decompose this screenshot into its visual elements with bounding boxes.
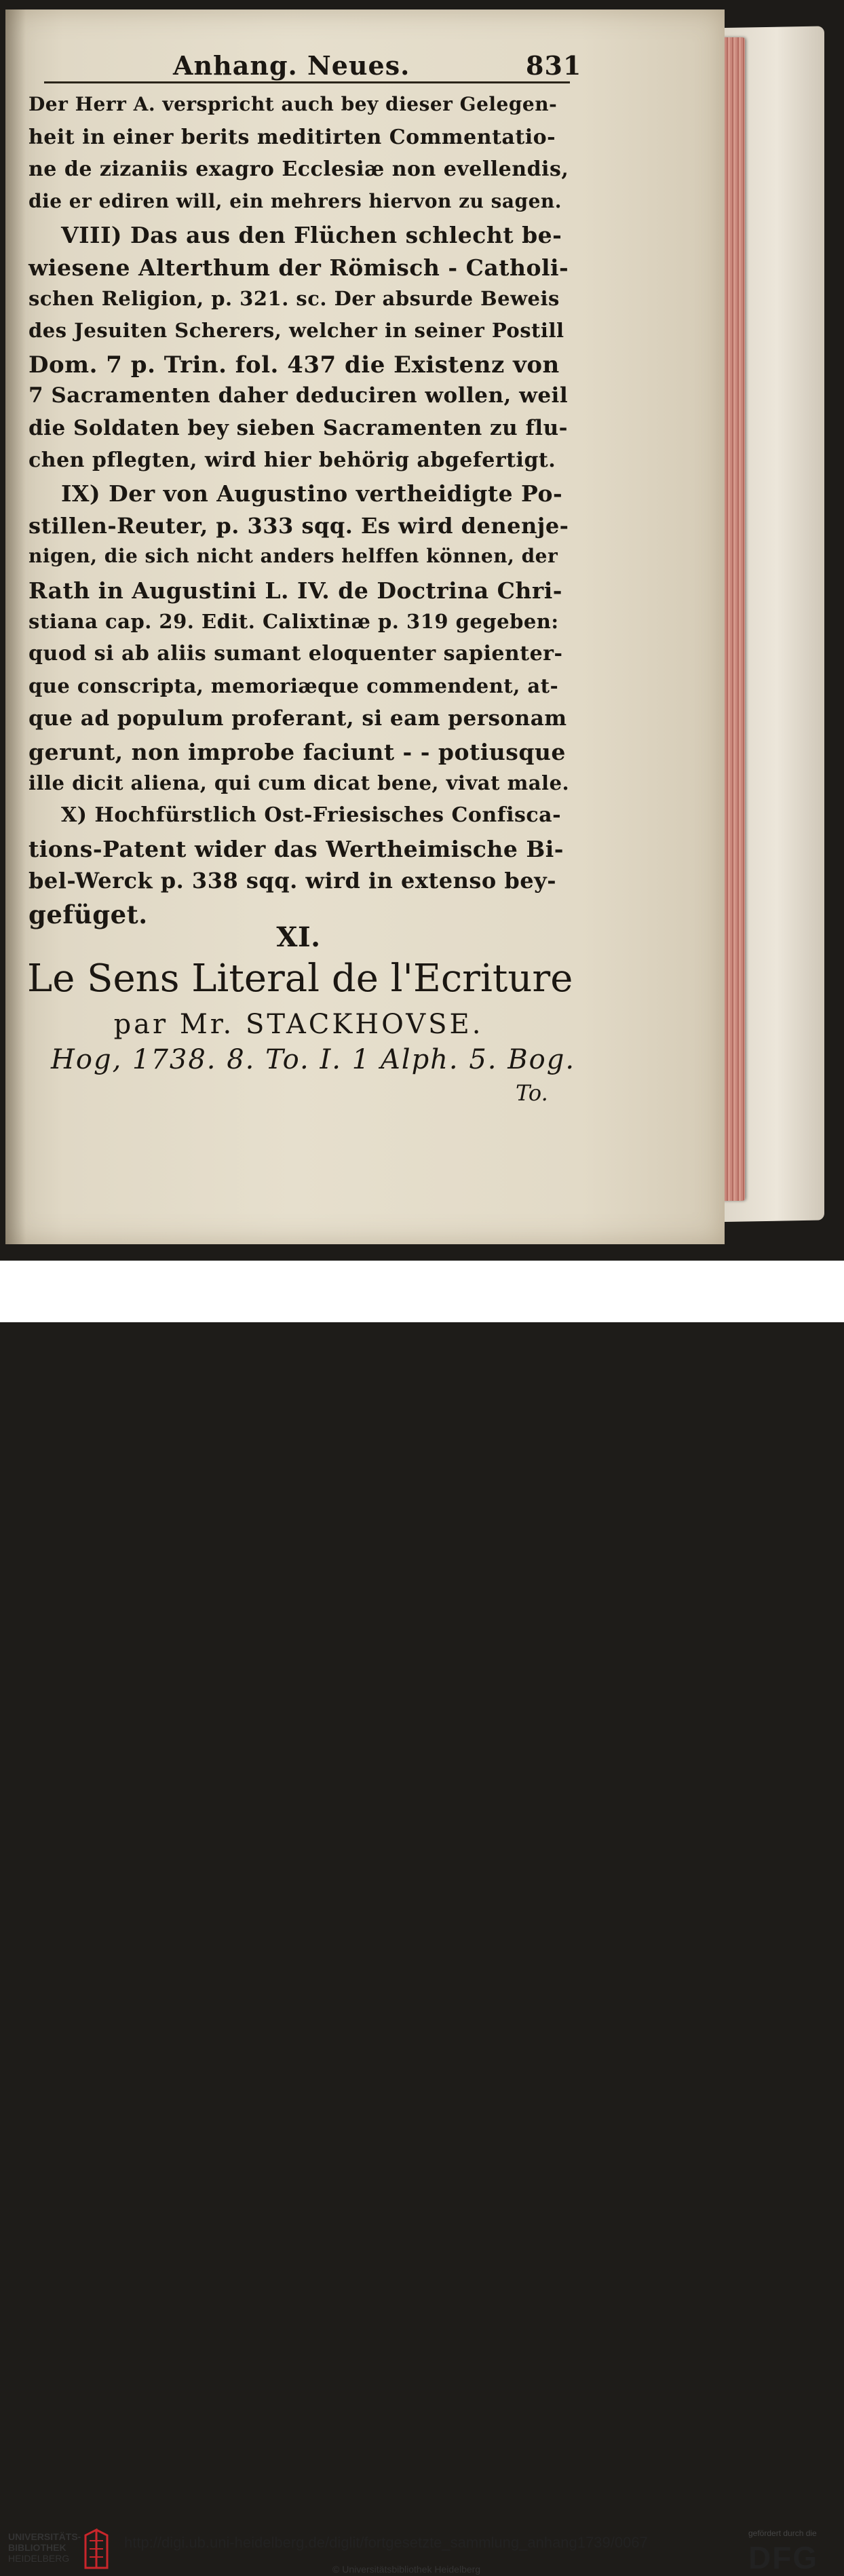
text-line: die Soldaten bey sieben Sacramenten zu flu-: [28, 416, 568, 440]
text-line: gefüget.: [28, 900, 148, 929]
text-line: Der Herr A. verspricht auch bey dieser Gelegen-: [28, 93, 558, 115]
running-title: Anhang. Neues.: [173, 50, 410, 81]
permalink-url[interactable]: http://digi.ub.uni-heidelberg.de/diglit/fortgesetzte_sammlung_anhang1739/0067: [124, 2534, 648, 2551]
text-line: nigen, die sich nicht anders helffen können, der: [28, 545, 558, 568]
text-line: ne de zizaniis exagro Ecclesiæ non evellendis,: [28, 157, 569, 182]
text-line: stiana cap. 29. Edit. Calixtinæ p. 319 gegeben:: [28, 609, 559, 633]
viewer-footer: [0, 1261, 844, 2575]
library-name-line3: HEIDELBERG: [8, 2553, 70, 2564]
text-line: ille dicit aliena, qui cum dicat bene, vivat male.: [28, 771, 570, 794]
text-line: Dom. 7 p. Trin. fol. 437 die Existenz von: [28, 351, 560, 379]
catchword: To.: [516, 1080, 548, 1106]
text-line: Rath in Augustini L. IV. de Doctrina Chri-: [28, 577, 562, 604]
text-line: schen Religion, p. 321. sc. Der absurde Beweis: [28, 286, 560, 310]
copyright-notice: © Universitätsbibliothek Heidelberg: [332, 2564, 481, 2575]
dfg-logo: DFG: [748, 2540, 819, 2575]
text-line: X) Hochfürstlich Ost-Friesisches Confisca-: [61, 803, 562, 828]
section-author: par Mr. STACKHOVSE.: [113, 1009, 484, 1040]
text-line: que ad populum proferant, si eam personam: [28, 706, 567, 731]
library-logo-icon: [81, 2529, 111, 2571]
text-line: chen pflegten, wird hier behörig abgefertigt.: [28, 448, 556, 472]
text-line: bel-Werck p. 338 sqq. wird in extenso bey-: [28, 868, 556, 894]
text-line: IX) Der von Augustino vertheidigte Po-: [61, 480, 563, 507]
text-line: wiesene Alterthum der Römisch - Catholi-: [28, 254, 569, 281]
section-number: XI.: [276, 921, 321, 953]
text-line: quod si ab aliis sumant eloquenter sapienter-: [28, 642, 563, 666]
funding-note: gefördert durch die: [748, 2529, 817, 2538]
text-line: des Jesuiten Scherers, welcher in seiner Postill: [28, 319, 564, 343]
library-name-line2: BIBLIOTHEK: [8, 2542, 66, 2553]
section-imprint: Hog, 1738. 8. To. I. 1 Alph. 5. Bog.: [51, 1044, 576, 1075]
text-line: que conscripta, memoriæque commendent, at-: [28, 674, 559, 697]
scan-image: [0, 0, 844, 1261]
section-title: Le Sens Literal de l'Ecriture: [27, 957, 573, 1001]
library-name-line1: UNIVERSITÄTS-: [8, 2531, 81, 2542]
library-name: [8, 2531, 81, 2564]
page-number: 831: [526, 50, 582, 81]
text-line: 7 Sacramenten daher deduciren wollen, weil: [28, 383, 569, 408]
text-line: heit in einer berits meditirten Commentatio-: [28, 125, 556, 149]
gutter-shadow: [5, 9, 26, 1244]
text-line: tions-Patent wider das Wertheimische Bi-: [28, 835, 564, 862]
text-line: die er ediren will, ein mehrers hiervon zu sagen.: [28, 189, 562, 212]
header-rule: [44, 81, 570, 83]
text-line: stillen-Reuter, p. 333 sqq. Es wird denenje-: [28, 512, 569, 539]
text-line: gerunt, non improbe faciunt - - potiusque: [28, 739, 566, 765]
text-line: VIII) Das aus den Flüchen schlecht be-: [61, 222, 562, 249]
